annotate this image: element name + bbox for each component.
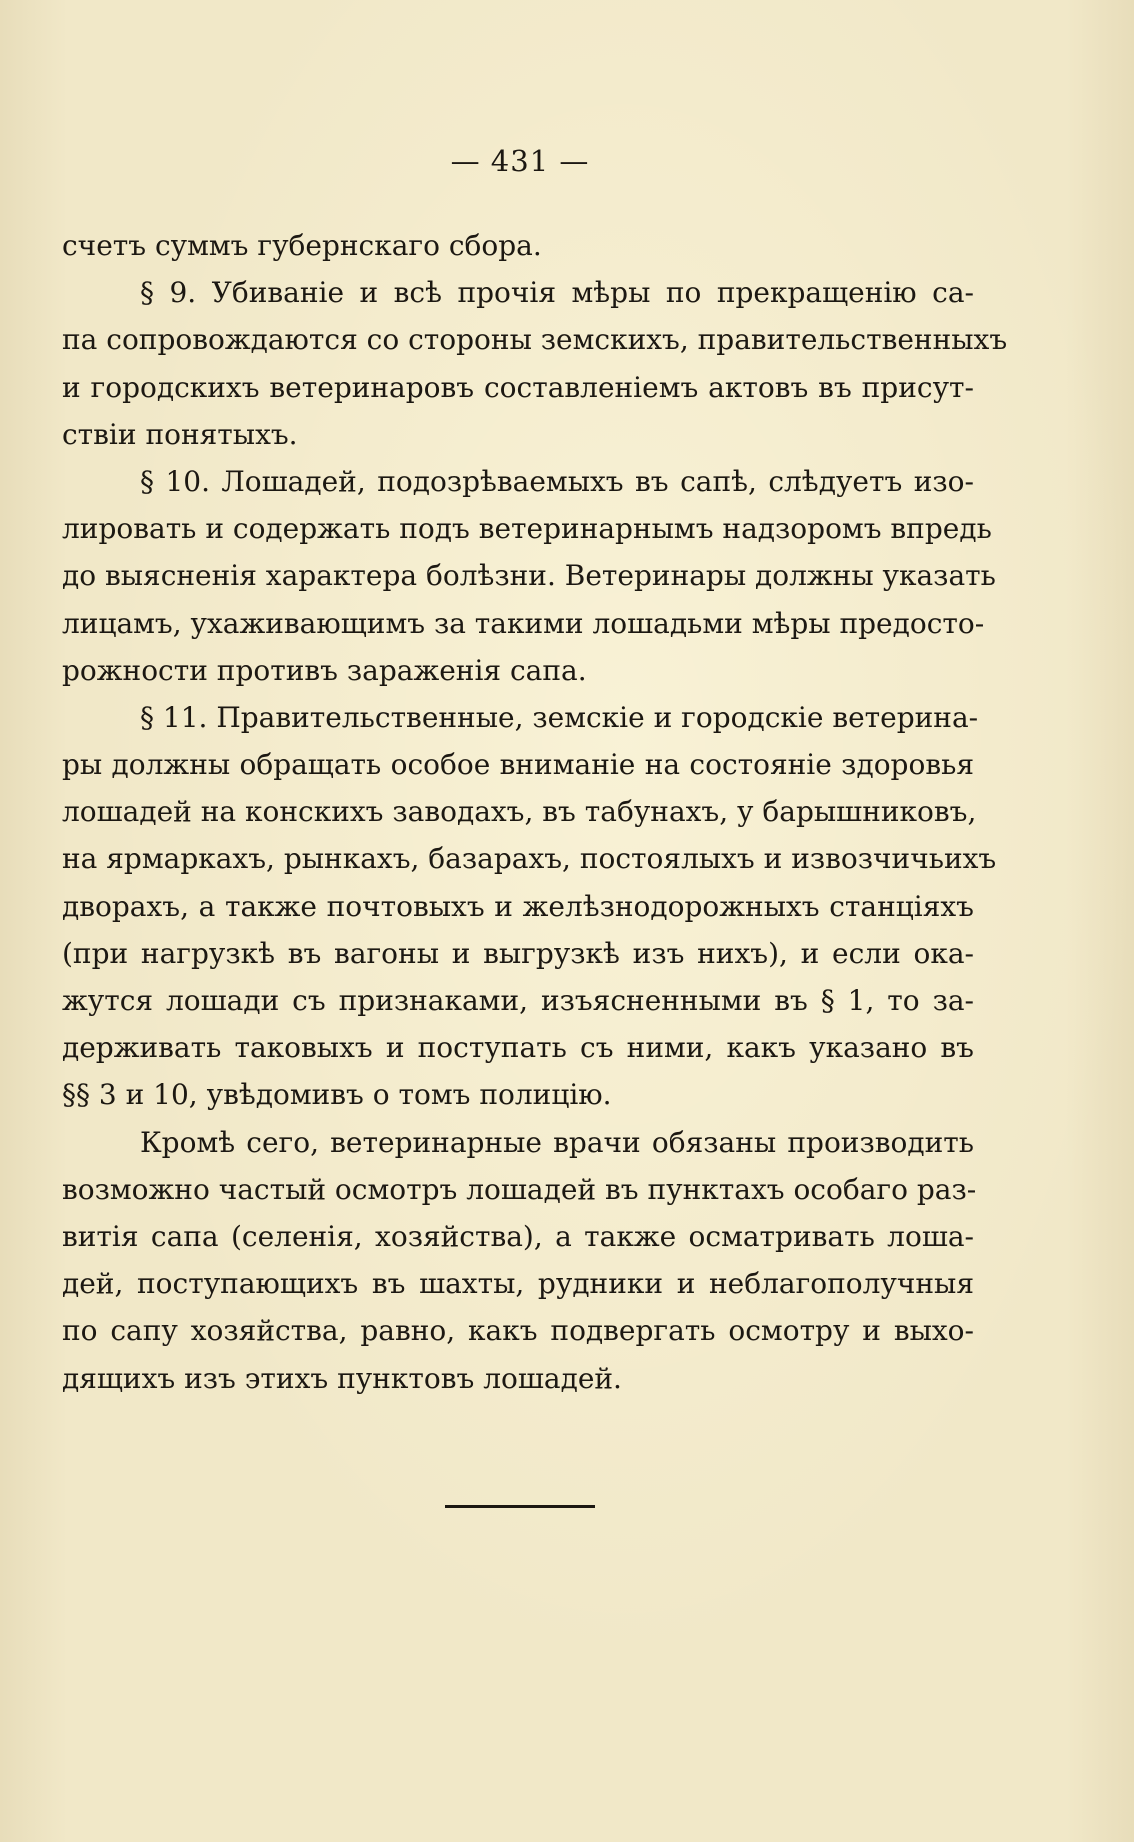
text-line: по сапу хозяйства, равно, какъ подвергать осмотру и выхо- [62,1314,974,1348]
text-line: § 11. Правительственные, земскіе и городскіе ветерина- [140,700,979,734]
text-line: до выясненія характера болѣзни. Ветеринары должны указать [62,559,996,593]
text-line: дящихъ изъ этихъ пунктовъ лошадей. [62,1361,622,1395]
text-line: и городскихъ ветеринаровъ составленіемъ актовъ въ присут- [62,370,974,404]
text-line: § 9. Убиваніе и всѣ прочія мѣры по прекращенію са- [140,276,974,310]
text-line: § 10. Лошадей, подозрѣваемыхъ въ сапѣ, слѣдуетъ изо- [140,464,974,498]
text-line: ствіи понятыхъ. [62,417,298,451]
text-line: ры должны обращать особое вниманіе на состояніе здоровья [62,748,974,782]
text-line: жутся лошади съ признаками, изъясненными въ § 1, то за- [62,984,974,1017]
page-number: — 431 — [450,144,590,178]
text-line: лицамъ, ухаживающимъ за такими лошадьми мѣры предосто- [62,606,985,640]
text-line: Кромѣ сего, ветеринарные врачи обязаны производить [140,1125,974,1159]
text-line: па сопровождаются со стороны земскихъ, правительственныхъ [62,323,1008,357]
text-line: (при нагрузкѣ въ вагоны и выгрузкѣ изъ нихъ), и если ока- [62,936,974,970]
text-line: лошадей на конскихъ заводахъ, въ табунахъ, у барышниковъ, [62,795,977,829]
text-line: счетъ суммъ губернскаго сбора. [62,229,542,262]
text-line: рожности противъ зараженія сапа. [62,653,587,687]
body-text [62,222,1008,1402]
text-line: витія сапа (селенія, хозяйства), а также осматривать лоша- [62,1219,974,1253]
text-line: на ярмаркахъ, рынкахъ, базарахъ, постоялыхъ и извозчичьихъ [62,842,997,876]
closing-rule [445,1505,595,1508]
text-line: дворахъ, а также почтовыхъ и желѣзнодорожныхъ станціяхъ [62,889,974,923]
text-line: дей, поступающихъ въ шахты, рудники и неблагополучныя [62,1267,974,1301]
text-line: лировать и содержать подъ ветеринарнымъ надзоромъ впредь [62,512,992,546]
text-line: держивать таковыхъ и поступать съ ними, какъ указано въ [62,1031,974,1065]
text-line: §§ 3 и 10, увѣдомивъ о томъ полицію. [62,1078,612,1112]
text-line: возможно частый осмотръ лошадей въ пунктахъ особаго раз- [62,1172,977,1206]
